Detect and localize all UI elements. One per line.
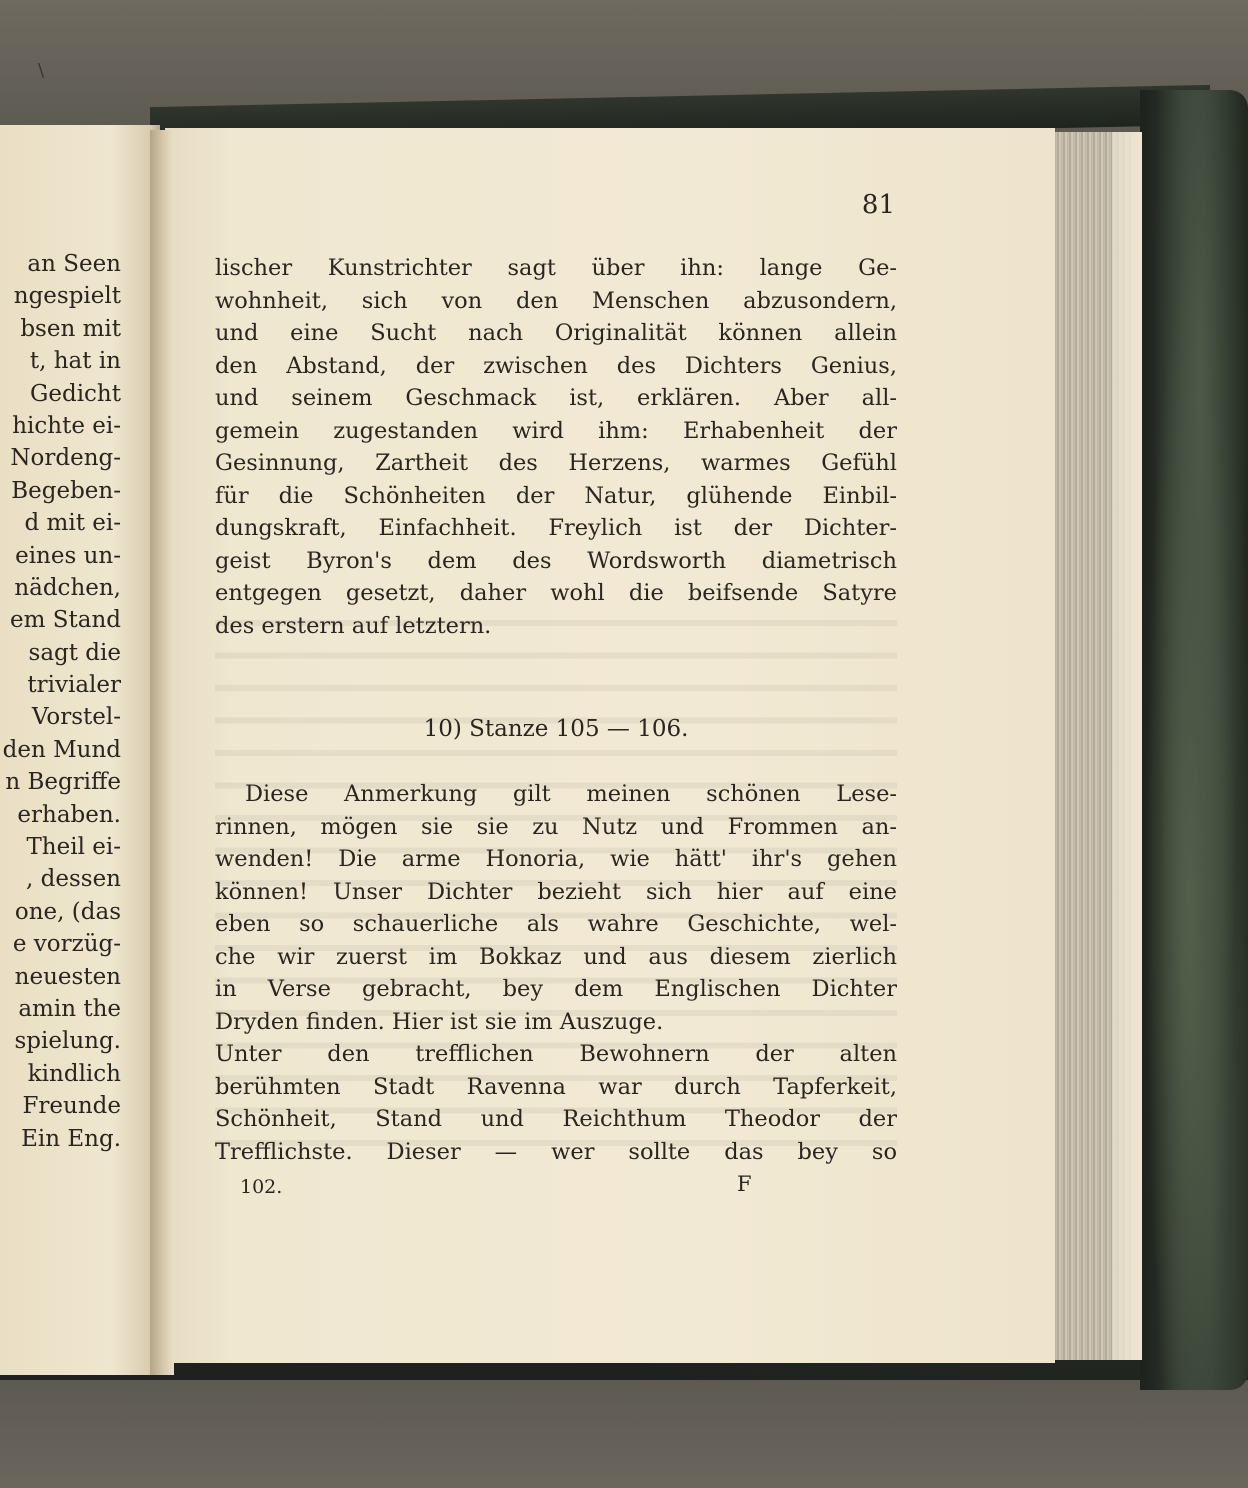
text-line: für die Schönheiten der Natur, glühende Einbil-: [215, 482, 897, 509]
left-text-line: bsen mit: [20, 315, 121, 342]
left-text-line: eines un-: [15, 542, 121, 569]
text-line: und seinem Geschmack ist, erklären. Aber all-: [215, 385, 897, 411]
gathering-mark: F: [737, 1172, 752, 1196]
text-line: wenden! Die arme Honoria, wie hätt' ihr's gehen: [215, 846, 897, 872]
text-line: rinnen, mögen sie sie zu Nutz und Frommen an-: [215, 813, 897, 840]
text-line: dungskraft, Einfachheit. Freylich ist der Dichter-: [215, 515, 897, 541]
text-line: Schönheit, Stand und Reichthum Theodor der: [215, 1106, 897, 1132]
text-line: wohnheit, sich von den Menschen abzusondern,: [215, 287, 897, 314]
left-text-line: an Seen: [27, 251, 121, 277]
left-text-line: neuesten: [14, 963, 121, 990]
left-text-line: n Begriffe: [5, 769, 121, 796]
left-text-line: Theil ei-: [26, 834, 121, 861]
left-text-line: den Mund: [2, 736, 121, 763]
left-text-line: nädchen,: [14, 574, 121, 601]
section-heading: 10) Stanze 105 — 106.: [423, 716, 689, 742]
text-line: den Abstand, der zwischen des Dichters Genius,: [215, 352, 897, 379]
left-text-line: Gedicht: [29, 380, 121, 407]
book-cover-marbled: [1140, 90, 1248, 1390]
left-text-line: spielung.: [14, 1028, 121, 1055]
page-number: 81: [861, 190, 895, 220]
signature-mark: 102.: [240, 1176, 283, 1198]
paragraph-2: [215, 778, 897, 1168]
text-line: Gesinnung, Zartheit des Herzens, warmes Gefühl: [215, 450, 897, 476]
text-line: und eine Sucht nach Originalität können allein: [215, 320, 897, 346]
text-line: gemein zugestanden wird ihm: Erhabenheit der: [215, 417, 897, 444]
text-line: entgegen gesetzt, daher wohl die beifsende Satyre: [215, 580, 897, 606]
text-line: Trefflichste. Dieser — wer sollte das bey so: [215, 1138, 897, 1165]
text-line: können! Unser Dichter bezieht sich hier auf eine: [215, 878, 897, 905]
left-text-line: erhaben.: [17, 801, 121, 828]
text-line: Diese Anmerkung gilt meinen schönen Lese-: [245, 781, 897, 807]
left-page-mark: \: [38, 60, 45, 81]
paragraph-1: [215, 252, 897, 642]
left-text-line: amin the: [18, 995, 121, 1022]
page-edges: [1050, 132, 1142, 1360]
text-line: Dryden finden. Hier ist sie im Auszuge.: [215, 1008, 664, 1035]
left-text-line: Freunde: [22, 1093, 121, 1120]
text-line: lischer Kunstrichter sagt über ihn: lange Ge-: [215, 255, 897, 281]
left-text-line: sagt die: [28, 639, 121, 666]
text-line: in Verse gebracht, bey dem Englischen Dichter: [215, 976, 897, 1002]
backdrop-bottom: [0, 1380, 1248, 1488]
text-line: Unter den trefflichen Bewohnern der alten: [215, 1041, 897, 1067]
left-text-line: kindlich: [27, 1060, 121, 1087]
left-text-line: hichte ei-: [12, 412, 121, 439]
text-line: eben so schauerliche als wahre Geschichte, wel-: [215, 911, 897, 937]
left-text-line: trivialer: [27, 672, 121, 699]
left-text-line: Vorstel-: [31, 704, 121, 731]
left-text-line: e vorzüg-: [12, 931, 121, 958]
left-text-line: one, (das: [14, 898, 121, 925]
left-text-line: Nordeng-: [10, 445, 121, 472]
left-text-line: Begeben-: [11, 477, 121, 504]
text-line: berühmten Stadt Ravenna war durch Tapferkeit,: [215, 1073, 897, 1100]
left-text-line: t, hat in: [29, 348, 121, 375]
text-line: geist Byron's dem des Wordsworth diametrisch: [215, 547, 897, 574]
left-text-line: , dessen: [26, 866, 121, 893]
text-line: des erstern auf letztern.: [215, 612, 492, 639]
text-line: che wir zuerst im Bokkaz und aus diesem zierlich: [215, 943, 897, 970]
left-text-line: d mit ei-: [24, 510, 121, 537]
left-page-text: [0, 248, 121, 1155]
left-text-line: ngespielt: [13, 283, 121, 310]
book-gutter: [150, 130, 174, 1375]
left-text-line: Ein Eng.: [21, 1125, 121, 1152]
left-text-line: em Stand: [10, 607, 121, 634]
